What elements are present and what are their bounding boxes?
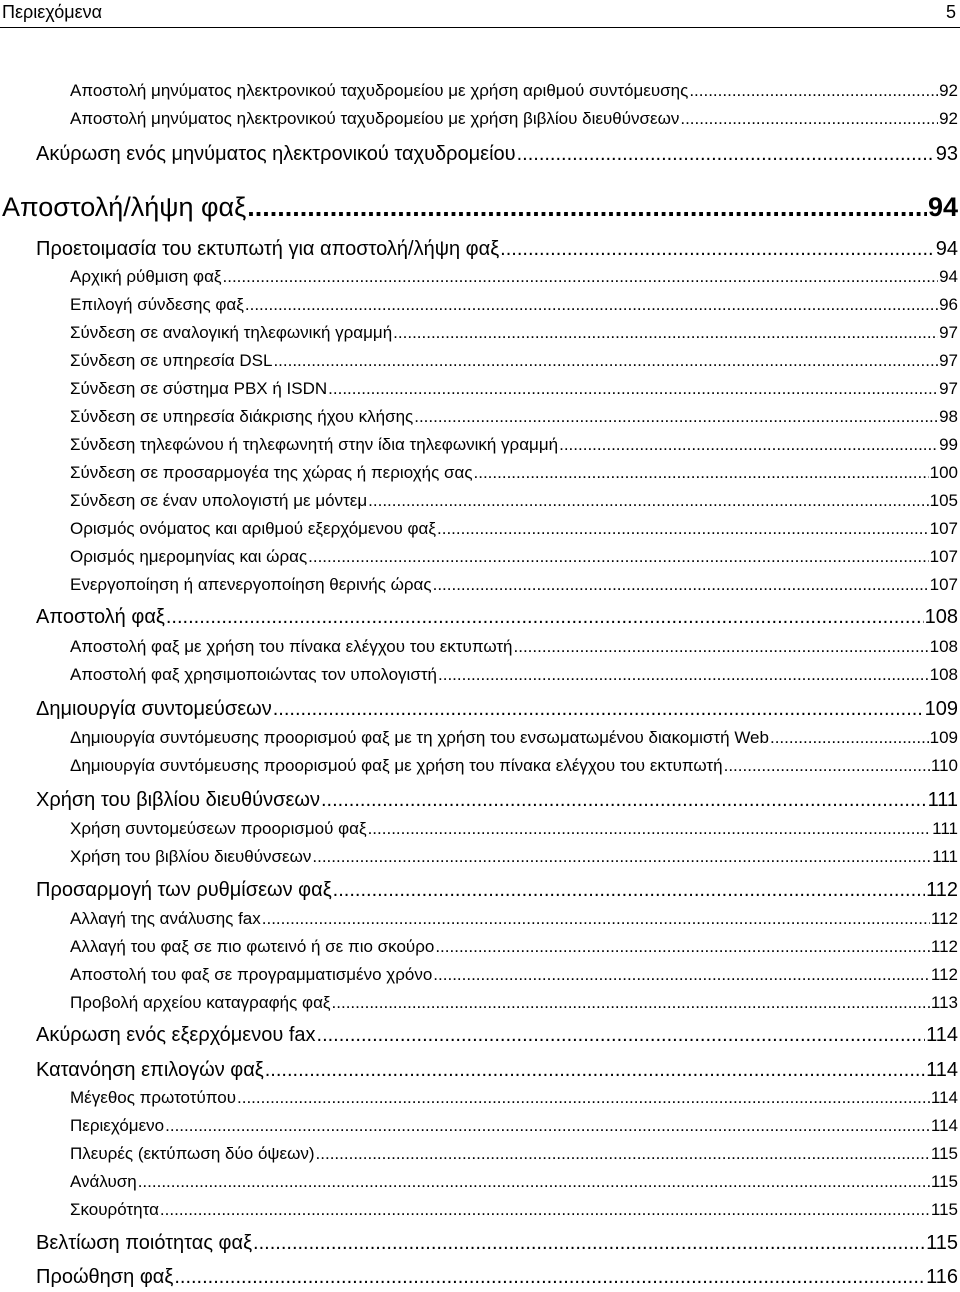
- toc-entry[interactable]: [70, 727, 958, 749]
- toc-entry-page: 110: [930, 756, 958, 775]
- toc-entry[interactable]: [36, 1264, 958, 1290]
- toc-entry-title: Σύνδεση σε έναν υπολογιστή με μόντεμ: [70, 491, 368, 510]
- toc-leader-dots: [500, 236, 935, 262]
- toc-leader-dots: [165, 1115, 930, 1137]
- toc-entry-title: Περιεχόμενο: [70, 1116, 165, 1135]
- toc-entry[interactable]: [36, 696, 958, 722]
- toc-entry[interactable]: [70, 1143, 958, 1165]
- toc-chapter[interactable]: [2, 191, 958, 223]
- toc-entry-title: Αρχική ρύθμιση φαξ: [70, 267, 222, 286]
- toc-entry-page: 115: [926, 1232, 958, 1254]
- toc-entry-page: 109: [929, 728, 958, 747]
- toc-leader-dots: [393, 322, 938, 344]
- toc-entry[interactable]: [70, 350, 958, 372]
- toc-leader-dots: [438, 664, 929, 686]
- toc-leader-dots: [273, 696, 924, 722]
- toc-leader-dots: [368, 490, 928, 512]
- toc-entry-page: 115: [930, 1200, 958, 1219]
- toc-entry-page: 94: [927, 192, 958, 222]
- toc-entry[interactable]: [70, 664, 958, 686]
- toc-leader-dots: [433, 574, 929, 596]
- toc-entry-title: Αποστολή μηνύματος ηλεκτρονικού ταχυδρομείου με χρήση βιβλίου διευθύνσεων: [70, 109, 680, 128]
- toc-entry[interactable]: [70, 546, 958, 568]
- toc-leader-dots: [770, 727, 929, 749]
- toc-entry[interactable]: [70, 108, 958, 130]
- toc-entry-page: 92: [939, 109, 958, 128]
- toc-entry-page: 99: [939, 435, 958, 454]
- toc-leader-dots: [273, 350, 938, 372]
- toc-leader-dots: [245, 294, 938, 316]
- toc-entry[interactable]: [70, 434, 958, 456]
- toc-entry[interactable]: [36, 1230, 958, 1256]
- toc-entry-title: Ορισμός ημερομηνίας και ώρας: [70, 547, 308, 566]
- toc-entry-title: Προώθηση φαξ: [36, 1266, 174, 1288]
- toc-entry-page: 115: [930, 1144, 958, 1163]
- toc-leader-dots: [724, 755, 930, 777]
- toc-entry-title: Κατανόηση επιλογών φαξ: [36, 1059, 264, 1081]
- toc-entry-title: Αλλαγή του φαξ σε πιο φωτεινό ή σε πιο σκούρο: [70, 937, 435, 956]
- toc-entry[interactable]: [36, 1057, 958, 1083]
- toc-entry-title: Αποστολή φαξ: [36, 606, 165, 628]
- toc-entry[interactable]: [70, 378, 958, 400]
- toc-entry-title: Μέγεθος πρωτοτύπου: [70, 1088, 237, 1107]
- toc-entry-page: 107: [929, 547, 958, 566]
- page-number: 5: [945, 2, 956, 22]
- toc-entry[interactable]: [70, 574, 958, 596]
- toc-entry-title: Χρήση συντομεύσεων προορισμού φαξ: [70, 819, 367, 838]
- header-divider: [0, 27, 960, 28]
- toc-entry-title: Ορισμός ονόματος και αριθμού εξερχόμενου φαξ: [70, 519, 436, 538]
- toc-leader-dots: [680, 108, 938, 130]
- toc-leader-dots: [433, 964, 930, 986]
- toc-entry-page: 108: [924, 606, 958, 628]
- toc-entry[interactable]: [70, 406, 958, 428]
- toc-entry-page: 97: [939, 351, 958, 370]
- toc-entry[interactable]: [70, 294, 958, 316]
- toc-entry-title: Σκουρότητα: [70, 1200, 159, 1219]
- toc-entry[interactable]: [70, 636, 958, 658]
- toc-entry-page: 94: [939, 267, 958, 286]
- toc-entry-title: Πλευρές (εκτύπωση δύο όψεων): [70, 1144, 315, 1163]
- toc-entry[interactable]: [70, 1171, 958, 1193]
- toc-entry-title: Προετοιμασία του εκτυπωτή για αποστολή/λήψη φαξ: [36, 238, 500, 260]
- toc-entry[interactable]: [70, 1087, 958, 1109]
- toc-entry[interactable]: [70, 1199, 958, 1221]
- page-header: [0, 0, 960, 28]
- toc-entry-title: Δημιουργία συντόμευσης προορισμού φαξ με χρήση του πίνακα ελέγχου του εκτυπωτή: [70, 756, 723, 775]
- toc-entry-page: 111: [932, 819, 958, 838]
- toc-leader-dots: [437, 518, 929, 540]
- toc-leader-dots: [517, 141, 935, 167]
- toc-entry[interactable]: [70, 80, 958, 102]
- toc-entry-title: Βελτίωση ποιότητας φαξ: [36, 1232, 253, 1254]
- toc-entry-page: 105: [929, 491, 958, 510]
- toc-leader-dots: [237, 1087, 930, 1109]
- toc-entry[interactable]: [70, 490, 958, 512]
- toc-entry-page: 97: [939, 379, 958, 398]
- toc-leader-dots: [262, 908, 930, 930]
- toc-entry[interactable]: [70, 818, 958, 840]
- toc-entry-title: Αποστολή φαξ χρησιμοποιώντας τον υπολογιστή: [70, 665, 437, 684]
- toc-entry[interactable]: [36, 877, 958, 903]
- toc-entry[interactable]: [70, 964, 958, 986]
- toc-entry-title: Σύνδεση σε σύστημα PBX ή ISDN: [70, 379, 328, 398]
- toc-entry-page: 112: [930, 965, 958, 984]
- toc-leader-dots: [474, 462, 929, 484]
- toc-entry[interactable]: [36, 604, 958, 630]
- toc-entry-page: 108: [929, 637, 958, 656]
- toc-entry-page: 96: [939, 295, 958, 314]
- toc-leader-dots: [559, 434, 938, 456]
- toc-entry[interactable]: [70, 518, 958, 540]
- toc-entry-title: Αποστολή/λήψη φαξ: [2, 192, 247, 222]
- section-title: Περιεχόμενα: [2, 2, 103, 22]
- toc-entry-title: Δημιουργία συντομεύσεων: [36, 698, 272, 720]
- toc-leader-dots: [328, 378, 938, 400]
- toc-entry-page: 107: [929, 575, 958, 594]
- toc-leader-dots: [223, 266, 939, 288]
- toc-entry-page: 114: [926, 1059, 958, 1081]
- toc-entry[interactable]: [36, 236, 958, 262]
- toc-leader-dots: [332, 992, 930, 1014]
- toc-entry-title: Αποστολή του φαξ σε προγραμματισμένο χρόνο: [70, 965, 433, 984]
- toc-entry-page: 108: [929, 665, 958, 684]
- toc-leader-dots: [253, 1230, 925, 1256]
- toc-entry-page: 112: [930, 909, 958, 928]
- toc-leader-dots: [138, 1171, 930, 1193]
- toc-entry[interactable]: [70, 846, 958, 868]
- toc-entry-page: 111: [932, 847, 958, 866]
- toc-entry[interactable]: [70, 1115, 958, 1137]
- toc-entry-page: 113: [930, 993, 958, 1012]
- toc-entry-title: Αλλαγή της ανάλυσης fax: [70, 909, 261, 928]
- toc-leader-dots: [317, 1022, 926, 1048]
- toc-entry[interactable]: [70, 462, 958, 484]
- toc-entry-page: 112: [930, 937, 958, 956]
- toc-entry-page: 114: [930, 1116, 958, 1135]
- toc-entry[interactable]: [36, 1022, 958, 1048]
- toc-entry-title: Αποστολή μηνύματος ηλεκτρονικού ταχυδρομείου με χρήση αριθμού συντόμευσης: [70, 81, 689, 100]
- toc-entry-page: 93: [935, 143, 958, 165]
- toc-leader-dots: [368, 818, 932, 840]
- toc-entry-title: Προσαρμογή των ρυθμίσεων φαξ: [36, 879, 332, 901]
- toc-leader-dots: [265, 1057, 925, 1083]
- toc-entry-page: 112: [926, 879, 958, 901]
- toc-leader-dots: [316, 1143, 930, 1165]
- toc-entry[interactable]: [70, 992, 958, 1014]
- toc-entry-page: 100: [929, 463, 958, 482]
- toc-entry-page: 92: [939, 81, 958, 100]
- toc-entry-title: Ακύρωση ενός εξερχόμενου fax: [36, 1024, 316, 1046]
- toc-entry-title: Σύνδεση σε υπηρεσία διάκρισης ήχου κλήσης: [70, 407, 414, 426]
- toc-entry[interactable]: [36, 787, 958, 813]
- toc-entry-title: Αποστολή φαξ με χρήση του πίνακα ελέγχου του εκτυπωτή: [70, 637, 513, 656]
- toc-entry-page: 98: [939, 407, 958, 426]
- toc-entry-page: 114: [930, 1088, 958, 1107]
- toc-entry-page: 114: [926, 1024, 958, 1046]
- toc-entry[interactable]: [70, 908, 958, 930]
- toc-leader-dots: [414, 406, 938, 428]
- toc-entry-title: Προβολή αρχείου καταγραφής φαξ: [70, 993, 331, 1012]
- toc-entry[interactable]: [70, 322, 958, 344]
- toc-leader-dots: [247, 191, 927, 223]
- toc-leader-dots: [312, 846, 931, 868]
- toc-entry-title: Ενεργοποίηση ή απενεργοποίηση θερινής ώρας: [70, 575, 432, 594]
- toc-entry-page: 115: [930, 1172, 958, 1191]
- toc-leader-dots: [333, 877, 925, 903]
- toc-entry-page: 97: [939, 323, 958, 342]
- toc-entry-page: 94: [935, 238, 958, 260]
- toc-entry[interactable]: [70, 266, 958, 288]
- toc-entry[interactable]: [36, 141, 958, 167]
- toc-entry-page: 111: [927, 789, 958, 811]
- toc-entry-title: Επιλογή σύνδεσης φαξ: [70, 295, 244, 314]
- toc-entry[interactable]: [70, 755, 958, 777]
- toc-entry-title: Χρήση του βιβλίου διευθύνσεων: [36, 789, 320, 811]
- toc-leader-dots: [321, 787, 927, 813]
- toc-leader-dots: [160, 1199, 930, 1221]
- toc-entry-title: Δημιουργία συντόμευσης προορισμού φαξ με τη χρήση του ενσωματωμένου διακομιστή Web: [70, 728, 769, 747]
- toc-entry[interactable]: [70, 936, 958, 958]
- toc-leader-dots: [174, 1264, 925, 1290]
- toc-leader-dots: [514, 636, 929, 658]
- toc-entry-page: 107: [929, 519, 958, 538]
- toc-entry-title: Σύνδεση σε προσαρμογέα της χώρας ή περιοχής σας: [70, 463, 473, 482]
- toc-entry-page: 109: [924, 698, 958, 720]
- toc-entry-title: Χρήση του βιβλίου διευθύνσεων: [70, 847, 312, 866]
- toc-entry-title: Σύνδεση τηλεφώνου ή τηλεφωνητή στην ίδια τηλεφωνική γραμμή: [70, 435, 559, 454]
- toc-entry-title: Ανάλυση: [70, 1172, 137, 1191]
- toc-leader-dots: [308, 546, 928, 568]
- toc-leader-dots: [435, 936, 930, 958]
- toc-entry-page: 116: [926, 1266, 958, 1288]
- toc-leader-dots: [166, 604, 924, 630]
- toc-leader-dots: [689, 80, 938, 102]
- toc-entry-title: Σύνδεση σε αναλογική τηλεφωνική γραμμή: [70, 323, 393, 342]
- toc-entry-title: Σύνδεση σε υπηρεσία DSL: [70, 351, 273, 370]
- toc-entry-title: Ακύρωση ενός μηνύματος ηλεκτρονικού ταχυδρομείου: [36, 143, 516, 165]
